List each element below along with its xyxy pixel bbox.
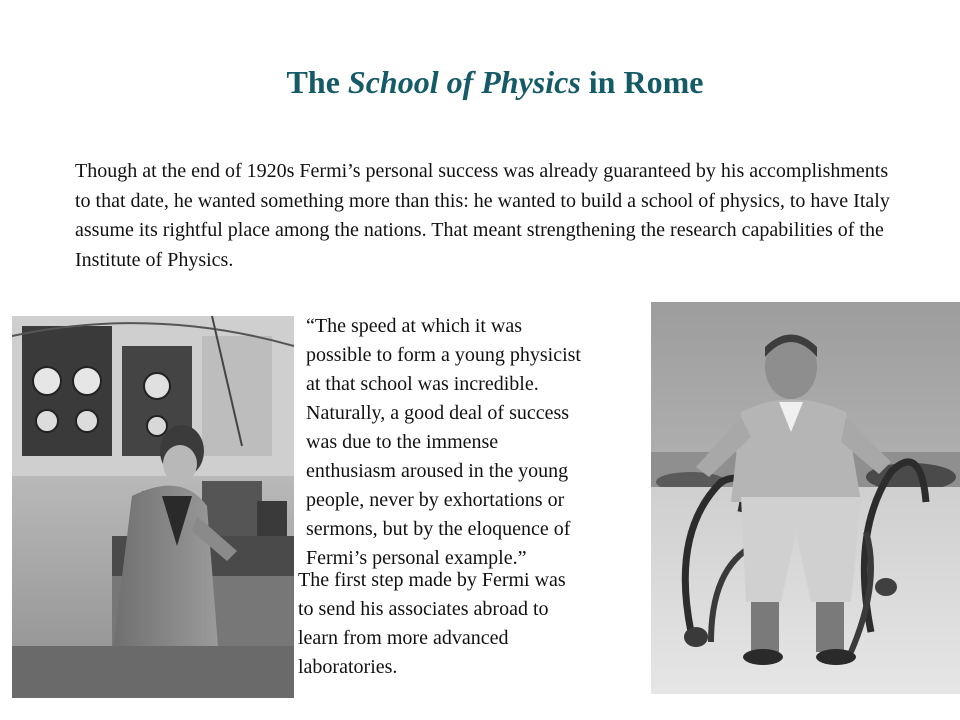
fermi-quote	[306, 312, 642, 573]
quote-line: Naturally, a good deal of success	[306, 402, 570, 424]
first-step-line: to send his associates abroad to	[298, 598, 549, 620]
intro-paragraph: Though at the end of 1920s Fermi’s personal success was already guaranteed by his accomplishments to that date, he wanted something more than this: he wanted to build a school of physics, to have Italy assume its rightful place among the nations. That meant strengthening the research capabilities of the Institute of Physics.	[75, 160, 890, 271]
beach-photo-image	[651, 302, 960, 694]
quote-line: at that school was incredible.	[306, 373, 539, 395]
photo-fermi-laboratory	[12, 316, 294, 698]
title-italic: School of Physics	[347, 64, 581, 100]
title-suffix: in Rome	[580, 64, 704, 100]
quote-line: people, never by exhortations or	[306, 489, 565, 511]
quote-line: “The speed at which it was	[306, 315, 523, 337]
title-prefix: The	[286, 64, 348, 100]
first-step-line: laboratories.	[298, 656, 398, 678]
first-step-line: The first step made by Fermi was	[298, 569, 566, 591]
quote-line: was due to the immense	[306, 431, 499, 453]
photo-fermi-beach	[651, 302, 960, 694]
quote-line: sermons, but by the eloquence of	[306, 518, 571, 540]
slide-title	[0, 64, 960, 101]
first-step-line: learn from more advanced	[298, 627, 509, 649]
quote-line: enthusiasm aroused in the young	[306, 460, 569, 482]
quote-line: Fermi’s personal example.”	[306, 547, 527, 569]
quote-line: possible to form a young physicist	[306, 344, 581, 366]
first-step-paragraph	[298, 566, 638, 682]
laboratory-photo-image	[12, 316, 294, 698]
